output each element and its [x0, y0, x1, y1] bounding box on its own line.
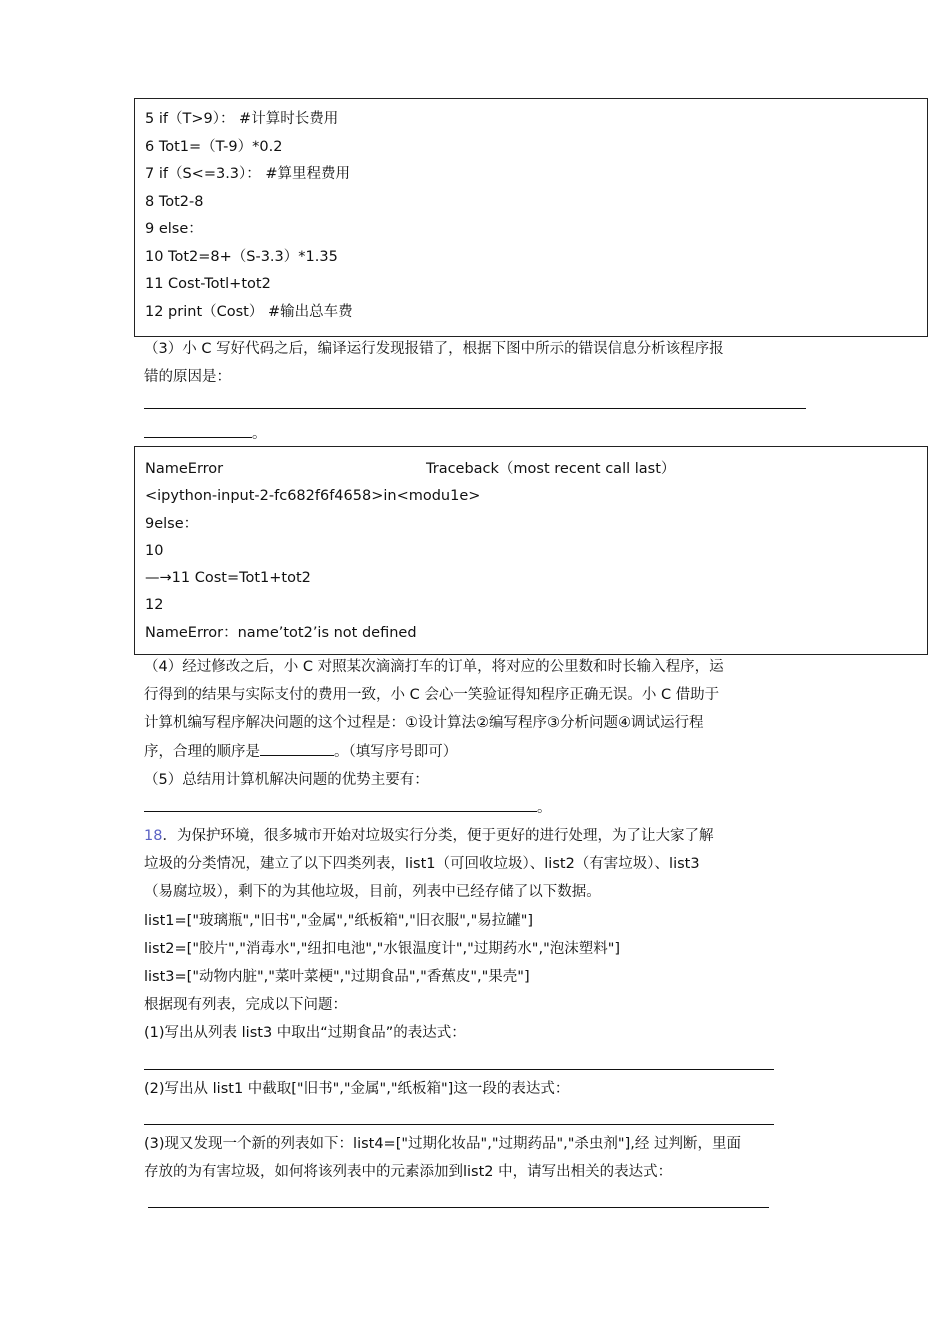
answer-blank-line[interactable] [144, 1069, 774, 1070]
sub-question-3-block [144, 1130, 824, 1186]
answer-blank-line[interactable] [144, 1124, 774, 1125]
question-5-answer-line [144, 794, 824, 822]
question-5 [144, 766, 824, 822]
traceback-line: <ipython-input-2-fc682f6f4658>in<modu1e> [145, 488, 481, 505]
traceback-line: 12 [145, 597, 164, 614]
error-traceback-box [134, 446, 928, 655]
sub-question-3-line: (3)现又发现一个新的列表如下：list4=["过期化妆品","过期药品","杀虫剂"],经 过判断，里面 [144, 1136, 741, 1152]
list2-definition: list2=["胶片","消毒水","纽扣电池","水银温度计","过期药水","泡沫塑料"] [144, 940, 621, 957]
code-line: 12 print（Cost） #输出总车费 [145, 303, 353, 320]
traceback-label: Traceback（most recent call last） [426, 461, 676, 477]
question-4-line: 计算机编写程序解决问题的这个过程是：①设计算法②编写程序③分析问题④调试运行程 [144, 715, 704, 732]
list1-definition: list1=["玻璃瓶","旧书","金属","纸板箱","旧衣服","易拉罐"] [144, 912, 534, 929]
question-4-text: 。（填写序号即可） [334, 743, 458, 760]
sub-question-2: (2)写出从 list1 中截取["旧书","金属","纸板箱"]这一段的表达式： [144, 1081, 570, 1097]
sub-question-3-line: 存放的为有害垃圾，如何将该列表中的元素添加到list2 中，请写出相关的表达式： [144, 1164, 673, 1181]
instructions: 根据现有列表，完成以下问题： [144, 997, 347, 1014]
traceback-line: NameError：name’tot2’is not defined [145, 624, 417, 641]
sub-question-2-block [144, 1075, 824, 1103]
question-4-line: （4）经过修改之后，小 C 对照某次滴滴打车的订单，将对应的公里数和时长输入程序，运 [144, 659, 724, 675]
answer-blank[interactable] [260, 738, 334, 756]
question-4 [144, 653, 824, 766]
code-listing-box [134, 98, 928, 337]
answer-blank[interactable] [144, 420, 252, 438]
question-4-line [144, 738, 824, 766]
list3-definition: list3=["动物内脏","菜叶菜梗","过期食品","香蕉皮","果壳"] [144, 969, 530, 986]
question-3-line: 错的原因是： [144, 369, 231, 386]
traceback-line: 10 [145, 542, 164, 559]
error-type-label: NameError [145, 461, 224, 477]
traceback-line: 9else： [145, 515, 199, 532]
question-4-line: 行得到的结果与实际支付的费用一致，小 C 会心一笑验证得知程序正确无误。小 C 借助于 [144, 687, 720, 704]
question-18 [144, 822, 824, 1048]
code-line: 5 if（T>9）： #计算时长费用 [145, 111, 339, 127]
question-4-text: 序，合理的顺序是 [144, 743, 260, 760]
answer-blank[interactable] [144, 794, 537, 812]
answer-blank-continuation [144, 420, 824, 448]
period-mark: 。 [537, 800, 552, 817]
question-5-line: （5）总结用计算机解决问题的优势主要有： [144, 772, 429, 788]
traceback-line: —→11 Cost=Tot1+tot2 [145, 570, 311, 587]
question-18-text: ．为保护环境，很多城市开始对垃圾实行分类，便于更好的进行处理，为了让大家了解 [162, 828, 714, 844]
question-18-line: （易腐垃圾），剩下的为其他垃圾，目前，列表中已经存储了以下数据。 [144, 884, 601, 901]
question-3-line: （3）小 C 写好代码之后，编译运行发现报错了，根据下图中所示的错误信息分析该程序报 [144, 341, 724, 357]
question-18-line: 垃圾的分类情况，建立了以下四类列表，list1（可回收垃圾）、list2（有害垃圾）、list3 [144, 856, 700, 873]
code-line: 11 Cost-Totl+tot2 [145, 276, 271, 292]
period-mark: 。 [252, 426, 267, 442]
question-number: 18 [144, 828, 163, 844]
code-line: 7 if（S<=3.3）： #算里程费用 [145, 166, 351, 182]
question-18-line [144, 822, 824, 850]
traceback-header [145, 458, 927, 485]
code-line: 6 Tot1=（T-9）*0.2 [145, 138, 283, 155]
answer-blank-line[interactable] [144, 408, 806, 409]
answer-blank-line[interactable] [148, 1207, 769, 1208]
question-3 [144, 335, 824, 391]
code-line: 10 Tot2=8+（S-3.3）*1.35 [145, 248, 338, 265]
sub-question-1: (1)写出从列表 list3 中取出“过期食品”的表达式： [144, 1025, 466, 1042]
code-line: 9 else： [145, 221, 203, 237]
code-line: 8 Tot2-8 [145, 193, 204, 210]
